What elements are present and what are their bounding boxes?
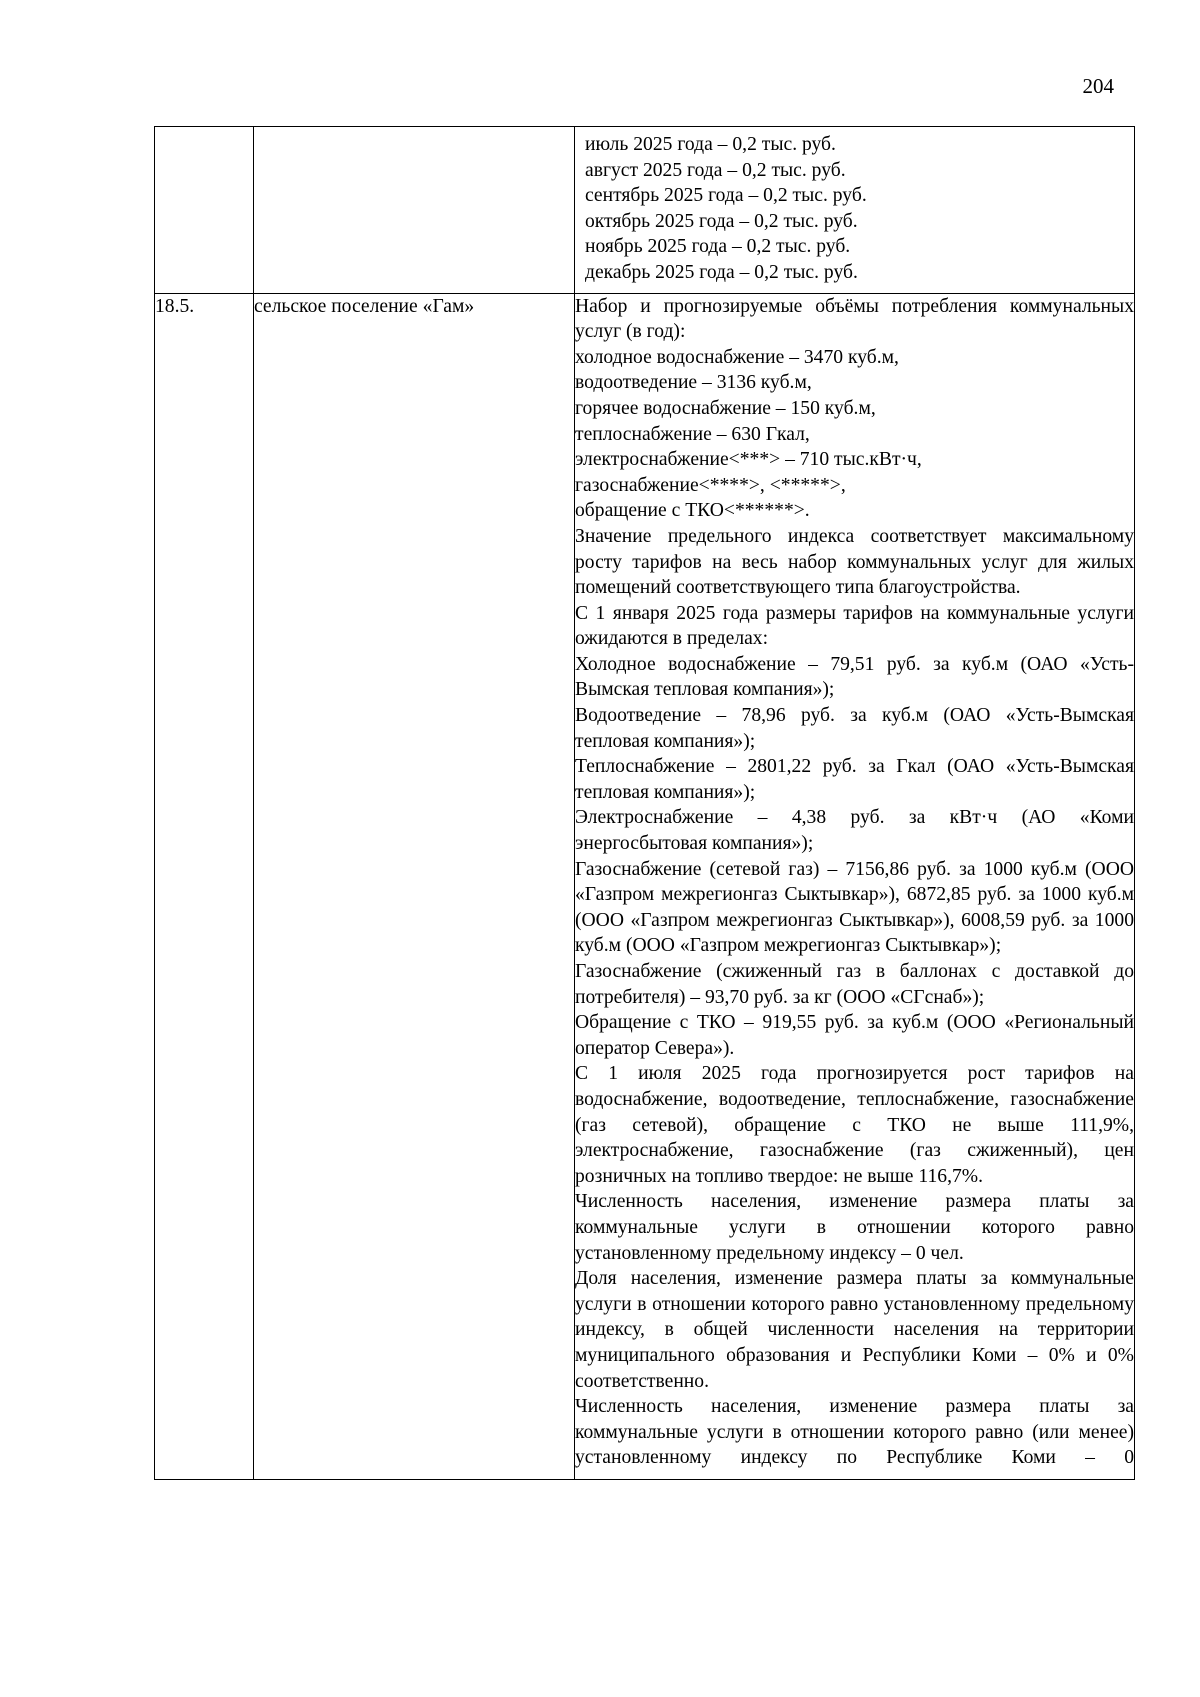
continuation-line: декабрь 2025 года – 0,2 тыс. руб.	[585, 261, 858, 283]
page-number: 204	[1082, 74, 1114, 98]
description-paragraph: электроснабжение<***> – 710 тыс.кВт·ч,	[575, 449, 922, 471]
description-paragraph: Значение предельного индекса соответствует максимальному росту тарифов на весь набор коммунальных услуг для жилых помещений соответствующего типа благоустройства.	[575, 525, 1134, 599]
continuation-cell	[575, 127, 1135, 294]
description-paragraph: Обращение с ТКО – 919,55 руб. за куб.м (ООО «Региональный оператор Севера»).	[575, 1012, 1134, 1059]
continuation-line: ноябрь 2025 года – 0,2 тыс. руб.	[585, 236, 851, 258]
settlement-cell-empty	[254, 127, 575, 294]
description-paragraph: холодное водоснабжение – 3470 куб.м,	[575, 346, 899, 368]
description-paragraph: Теплоснабжение – 2801,22 руб. за Гкал (ОАО «Усть-Вымская тепловая компания»);	[575, 756, 1134, 803]
settlement-name-cell	[254, 293, 575, 1479]
description-paragraphs	[575, 294, 1134, 1479]
row-number-cell	[155, 293, 254, 1479]
description-paragraph: обращение с ТКО<******>.	[575, 500, 810, 522]
description-paragraph: газоснабжение<****>, <*****>,	[575, 474, 846, 496]
description-paragraph: Электроснабжение – 4,38 руб. за кВт·ч (АО «Коми энергосбытовая компания»);	[575, 807, 1134, 855]
description-paragraph: водоотведение – 3136 куб.м,	[575, 372, 812, 394]
settlement-name: сельское поселение «Гам»	[254, 295, 475, 317]
description-cell	[575, 293, 1135, 1479]
continuation-line: июль 2025 года – 0,2 тыс. руб.	[585, 134, 836, 155]
number-cell-empty	[155, 127, 254, 294]
description-paragraph: Доля населения, изменение размера платы за коммунальные услуги в отношении которого равно установленному предельному индексу, в общей численности населения на территории муниципального образования и Республики Коми – 0% и 0% соответственно.	[575, 1268, 1134, 1392]
description-paragraph: Газоснабжение (сжиженный газ в баллонах с доставкой до потребителя) – 93,70 руб. за кг (ООО «СГснаб»);	[575, 961, 1134, 1008]
continuation-lines	[575, 127, 1134, 293]
description-paragraph: Численность населения, изменение размера платы за коммунальные услуги в отношении которого равно установленному предельному индексу – 0 чел.	[575, 1191, 1134, 1264]
description-paragraph: теплоснабжение – 630 Гкал,	[575, 423, 810, 445]
description-paragraph: Водоотведение – 78,96 руб. за куб.м (ОАО «Усть-Вымская тепловая компания»);	[575, 705, 1134, 752]
description-paragraph: Холодное водоснабжение – 79,51 руб. за куб.м (ОАО «Усть-Вымская тепловая компания»);	[575, 653, 1134, 701]
description-paragraph: Численность населения, изменение размера платы за коммунальные услуги в отношении которого равно (или менее) установленному индексу по Республике Коми – 0	[575, 1396, 1134, 1469]
continuation-line: сентябрь 2025 года – 0,2 тыс. руб.	[585, 185, 867, 207]
description-paragraph: Набор и прогнозируемые объёмы потребления коммунальных услуг (в год):	[575, 295, 1134, 343]
description-paragraph: Газоснабжение (сетевой газ) – 7156,86 руб. за 1000 куб.м (ООО «Газпром межрегионгаз Сыктывкар»), 6872,85 руб. за 1000 куб.м (ООО «Газпром межрегионгаз Сыктывкар»), 6008,59 руб. за 1000 куб.м (ООО «Газпром межрегионгаз Сыктывкар»);	[575, 858, 1134, 957]
table-row-18-5	[155, 293, 1135, 1479]
description-paragraph: горячее водоснабжение – 150 куб.м,	[575, 397, 876, 419]
row-number: 18.5.	[155, 295, 195, 317]
description-paragraph: С 1 июля 2025 года прогнозируется рост тарифов на водоснабжение, водоотведение, теплоснабжение, газоснабжение (газ сетевой), обращение с ТКО не выше 111,9%, электроснабжение, газоснабжение (газ сжиженный), цен розничных на топливо твердое: не выше 116,7%.	[575, 1063, 1134, 1187]
description-paragraph: С 1 января 2025 года размеры тарифов на коммунальные услуги ожидаются в пределах:	[575, 602, 1134, 650]
continuation-line: октябрь 2025 года – 0,2 тыс. руб.	[585, 210, 858, 232]
tariff-table	[154, 126, 1135, 1480]
continuation-line: август 2025 года – 0,2 тыс. руб.	[585, 159, 846, 181]
table-row-continuation	[155, 127, 1135, 294]
